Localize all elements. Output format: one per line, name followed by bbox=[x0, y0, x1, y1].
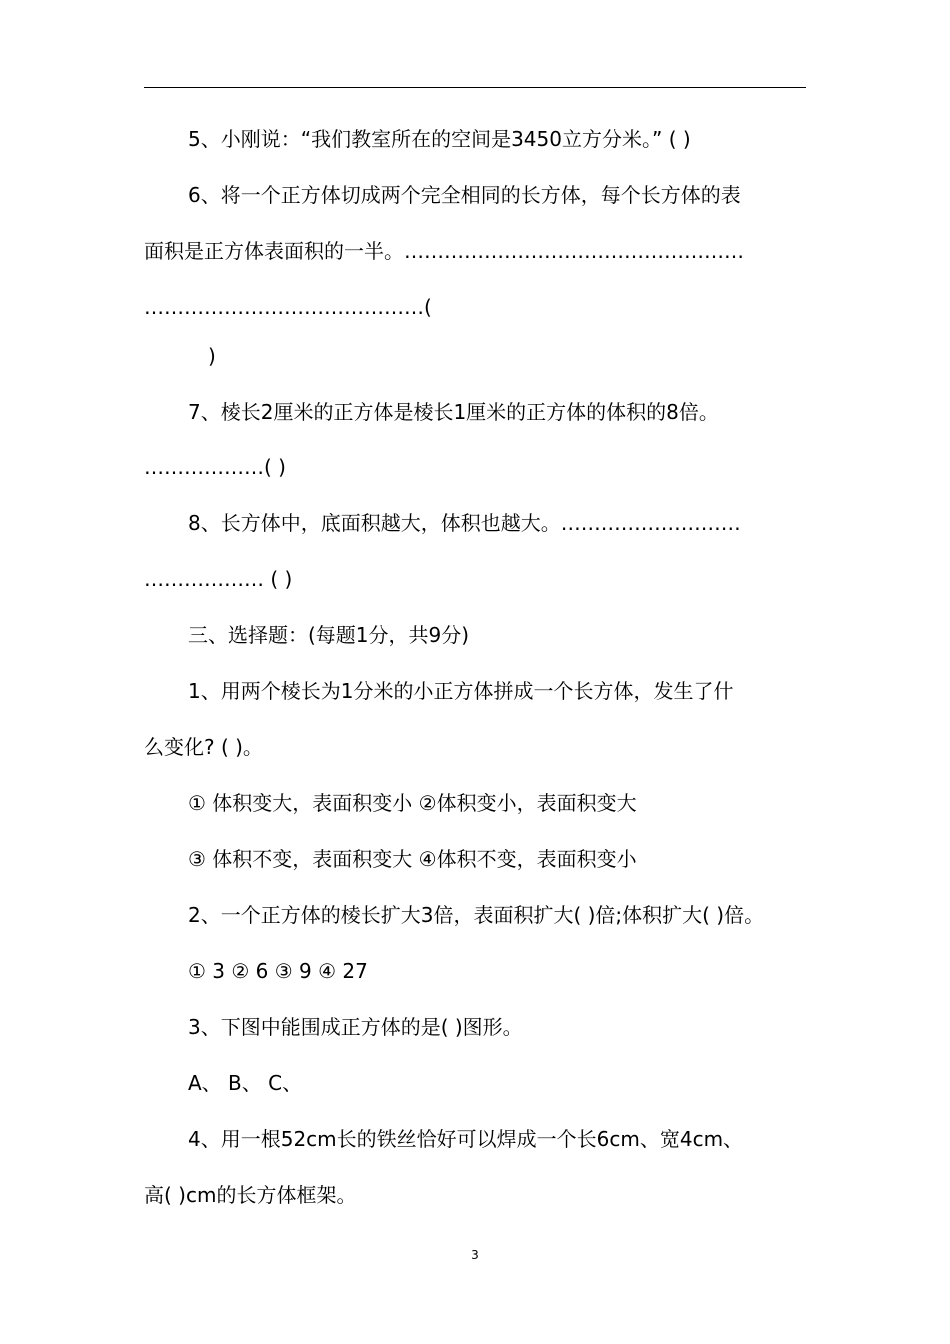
choice-1-line-2: 么变化? ( )。 bbox=[144, 735, 263, 759]
question-6-line-3: ……………………………………( bbox=[144, 295, 432, 319]
choice-2: 2、一个正方体的棱长扩大3倍，表面积扩大( )倍;体积扩大( )倍。 bbox=[188, 903, 765, 927]
question-6-line-4: ) bbox=[208, 344, 216, 368]
question-6-line-1: 6、将一个正方体切成两个完全相同的长方体，每个长方体的表 bbox=[188, 183, 741, 207]
choice-1-options-b: ③ 体积不变，表面积变大 ④体积不变，表面积变小 bbox=[188, 847, 637, 871]
question-7-line-1: 7、棱长2厘米的正方体是棱长1厘米的正方体的体积的8倍。 bbox=[188, 400, 719, 424]
choice-4-line-1: 4、用一根52cm长的铁丝恰好可以焊成一个长6cm、宽4cm、 bbox=[188, 1127, 744, 1151]
choice-2-options: ① 3 ② 6 ③ 9 ④ 27 bbox=[188, 959, 368, 983]
page-number: 3 bbox=[471, 1248, 479, 1262]
question-5: 5、小刚说：“我们教室所在的空间是3450立方分米。” ( ) bbox=[188, 127, 691, 151]
choice-1-line-1: 1、用两个棱长为1分米的小正方体拼成一个长方体，发生了什 bbox=[188, 679, 734, 703]
question-8-line-1: 8、长方体中，底面积越大，体积也越大。……………………… bbox=[188, 511, 741, 535]
question-6-line-2: 面积是正方体表面积的一半。…………………………………………… bbox=[144, 239, 744, 263]
section-heading-choice: 三、选择题：(每题1分，共9分) bbox=[188, 623, 470, 647]
choice-1-options-a: ① 体积变大，表面积变小 ②体积变小，表面积变大 bbox=[188, 791, 637, 815]
choice-3: 3、下图中能围成正方体的是( )图形。 bbox=[188, 1015, 523, 1039]
choice-4-line-2: 高( )cm的长方体框架。 bbox=[144, 1183, 357, 1207]
question-8-line-2: ……………… ( ) bbox=[144, 567, 293, 591]
header-rule bbox=[144, 87, 806, 88]
question-7-line-2: ………………( ) bbox=[144, 455, 286, 479]
choice-3-options: A、 B、 C、 bbox=[188, 1071, 303, 1095]
